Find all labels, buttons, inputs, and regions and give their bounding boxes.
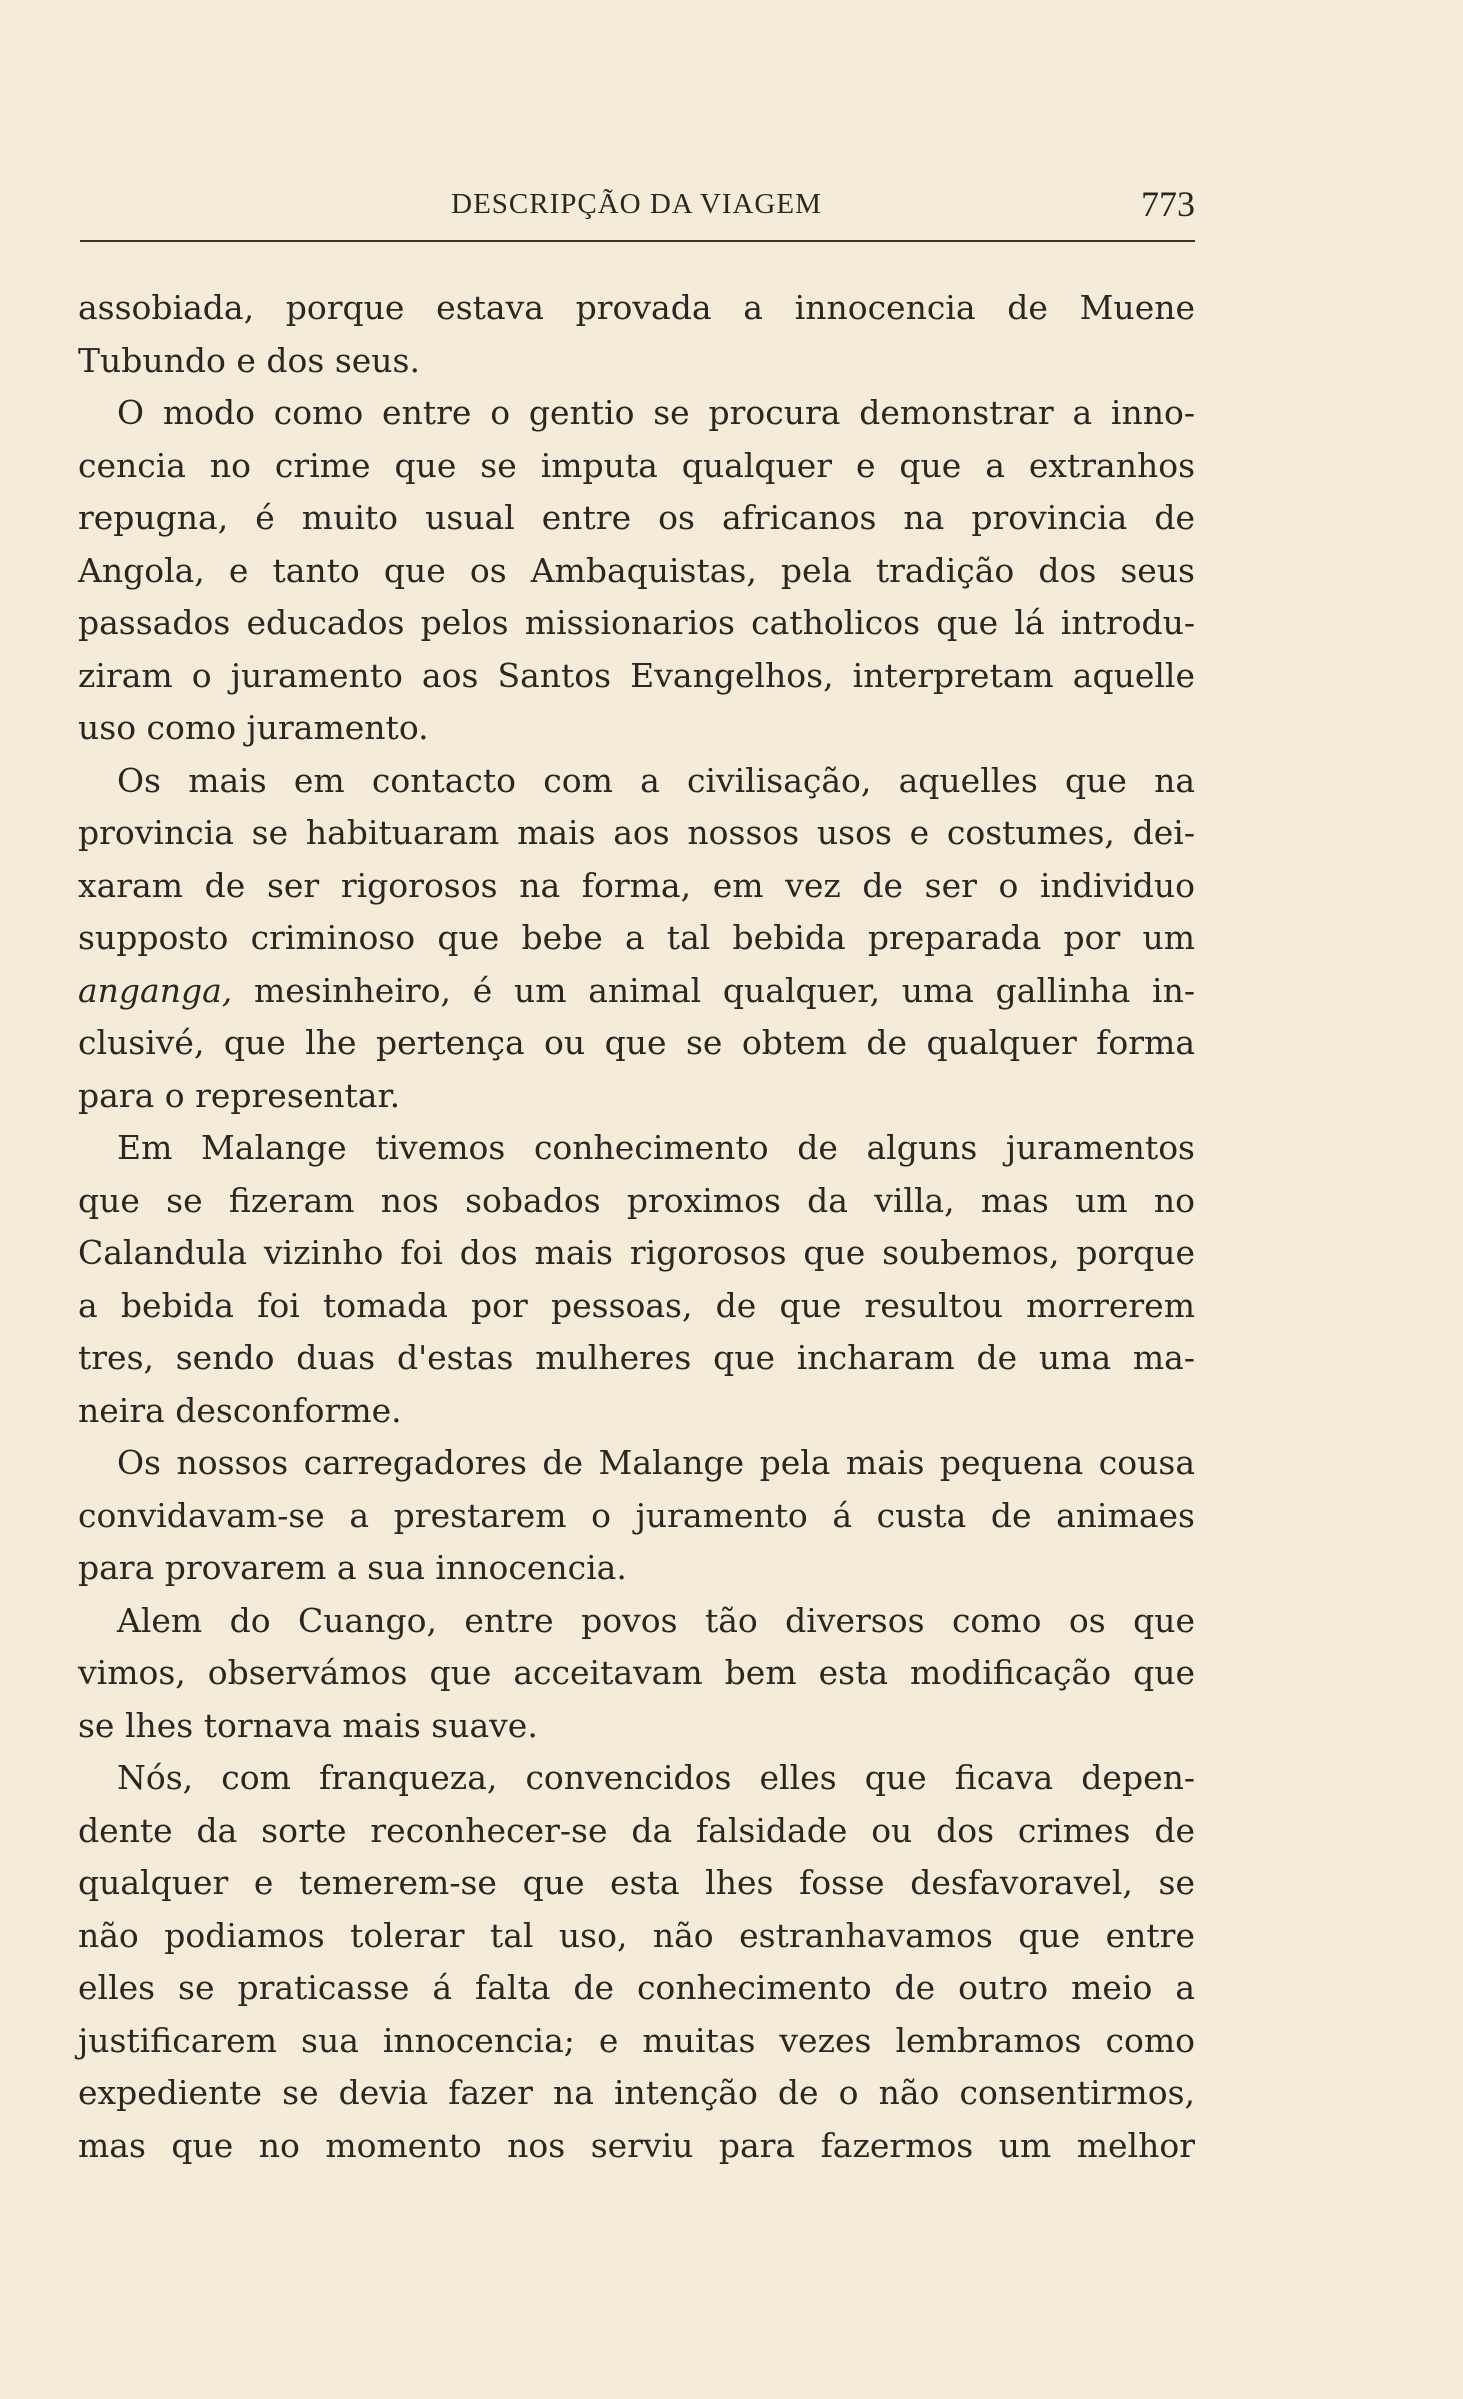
- text-line: repugna, é muito usual entre os africanos na provincia de: [78, 498, 1195, 537]
- text-line: qualquer e temerem-se que esta lhes fosse desfavoravel, se: [78, 1863, 1195, 1902]
- header-rule: [80, 240, 1195, 242]
- text-line: Tubundo e dos seus.: [78, 340, 420, 380]
- text-line: que se fizeram nos sobados proximos da villa, mas um no: [78, 1180, 1195, 1220]
- text-line: Alem do Cuango, entre povos tão diversos como os que: [117, 1600, 1195, 1640]
- text-line: dente da sorte reconhecer-se da falsidade ou dos crimes de: [78, 1810, 1195, 1850]
- text-line: Nós, com franqueza, convencidos elles que ficava depen-: [117, 1758, 1195, 1797]
- italic-term: anganga,: [78, 970, 233, 1010]
- text-line: elles se praticasse á falta de conhecimento de outro meio a: [78, 1968, 1195, 2007]
- text-line: provincia se habituaram mais aos nossos usos e costumes, dei-: [78, 813, 1195, 852]
- text-line: se lhes tornava mais suave.: [78, 1705, 538, 1745]
- text-line: expediente se devia fazer na intenção de o não consentirmos,: [78, 2073, 1195, 2112]
- text-line: tres, sendo duas d'estas mulheres que incharam de uma ma-: [78, 1338, 1195, 1377]
- text-line: a bebida foi tomada por pessoas, de que resultou morrerem: [78, 1285, 1195, 1325]
- text-line: convidavam-se a prestarem o juramento á custa de animaes: [78, 1495, 1195, 1535]
- text-line: não podiamos tolerar tal uso, não estranhavamos que entre: [78, 1915, 1195, 1955]
- text-line: passados educados pelos missionarios catholicos que lá introdu-: [78, 603, 1195, 642]
- page-header: [78, 180, 1195, 228]
- text-line: Calandula vizinho foi dos mais rigorosos que soubemos, porque: [78, 1233, 1195, 1272]
- text-line: ziram o juramento aos Santos Evangelhos, interpretam aquelle: [78, 655, 1195, 695]
- text-line: clusivé, que lhe pertença ou que se obtem de qualquer forma: [78, 1023, 1195, 1062]
- text-line: Os mais em contacto com a civilisação, aquelles que na: [117, 760, 1195, 800]
- text-line: assobiada, porque estava provada a innocencia de Muene: [78, 288, 1195, 327]
- text-line: vimos, observámos que acceitavam bem esta modificação que: [78, 1653, 1195, 1692]
- body-text: [78, 282, 1195, 2172]
- text-line: supposto criminoso que bebe a tal bebida preparada por um: [78, 918, 1195, 957]
- text-line: Os nossos carregadores de Malange pela mais pequena cousa: [117, 1443, 1195, 1482]
- text-line: cencia no crime que se imputa qualquer e que a extranhos: [78, 445, 1195, 485]
- text-line: neira desconforme.: [78, 1390, 402, 1430]
- running-title: DESCRIPÇÃO DA VIAGEM: [451, 188, 822, 220]
- text-line: Angola, e tanto que os Ambaquistas, pela tradição dos seus: [78, 550, 1195, 590]
- text-line: justificarem sua innocencia; e muitas vezes lembramos como: [78, 2020, 1195, 2060]
- text-line: xaram de ser rigorosos na forma, em vez de ser o individuo: [78, 865, 1195, 905]
- text-line: uso como juramento.: [78, 708, 429, 747]
- text-line-with-italic: [78, 965, 1195, 1018]
- text-line-rest: mesinheiro, é um animal qualquer, uma gallinha in-: [232, 970, 1195, 1010]
- text-line: para o representar.: [78, 1075, 401, 1115]
- text-line: mas que no momento nos serviu para fazermos um melhor: [78, 2125, 1195, 2165]
- text-line: Em Malange tivemos conhecimento de alguns juramentos: [117, 1128, 1195, 1167]
- page-number: 773: [1141, 184, 1195, 224]
- text-line: para provarem a sua innocencia.: [78, 1548, 627, 1587]
- text-line: O modo como entre o gentio se procura demonstrar a inno-: [117, 393, 1195, 432]
